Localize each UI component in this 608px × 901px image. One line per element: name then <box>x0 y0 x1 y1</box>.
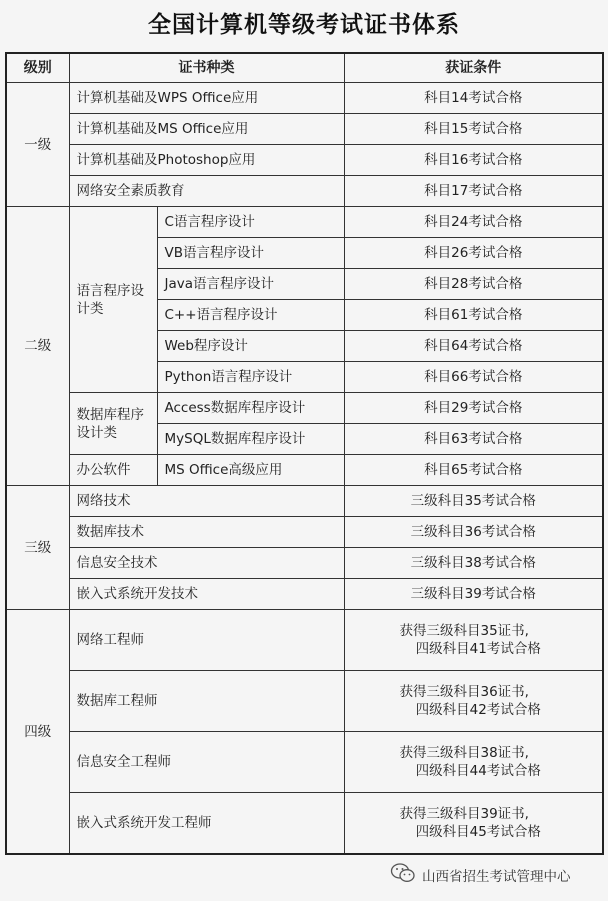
wechat-icon <box>390 862 416 888</box>
cert-name: VB语言程序设计 <box>157 238 344 269</box>
table-row <box>6 145 603 176</box>
cert-condition: 三级科目35考试合格 <box>344 486 603 517</box>
condition-line-2: 四级科目42考试合格 <box>415 702 541 718</box>
table-row <box>6 610 603 671</box>
cert-name: C++语言程序设计 <box>157 300 344 331</box>
cert-condition: 科目64考试合格 <box>344 331 603 362</box>
level-cell-1: 一级 <box>6 83 69 207</box>
cert-name: 网络技术 <box>69 486 344 517</box>
cert-name: Web程序设计 <box>157 331 344 362</box>
table-row <box>6 671 603 732</box>
header-condition: 获证条件 <box>344 53 603 83</box>
table-row <box>6 732 603 793</box>
header-level: 级别 <box>6 53 69 83</box>
cert-name: Java语言程序设计 <box>157 269 344 300</box>
cert-name: MySQL数据库程序设计 <box>157 424 344 455</box>
condition-line-2: 四级科目44考试合格 <box>415 763 541 779</box>
table-row <box>6 207 603 238</box>
cert-name: 网络安全素质教育 <box>69 176 344 207</box>
footer-watermark <box>390 862 571 888</box>
cert-condition: 科目28考试合格 <box>344 269 603 300</box>
cert-condition: 科目14考试合格 <box>344 83 603 114</box>
cert-condition: 科目16考试合格 <box>344 145 603 176</box>
table-row <box>6 393 603 424</box>
condition-line-2: 四级科目41考试合格 <box>415 641 541 657</box>
level-cell-2: 二级 <box>6 207 69 486</box>
table-row <box>6 579 603 610</box>
condition-line-1: 获得三级科目38证书, <box>399 745 529 761</box>
page-title: 全国计算机等级考试证书体系 <box>148 12 460 38</box>
category-cell: 数据库程序设计类 <box>69 393 157 455</box>
table-header-row <box>6 53 603 83</box>
cert-name: Python语言程序设计 <box>157 362 344 393</box>
cert-name: 数据库工程师 <box>69 671 344 732</box>
table-row <box>6 176 603 207</box>
condition-line-1: 获得三级科目35证书, <box>399 623 529 639</box>
cert-name: 嵌入式系统开发技术 <box>69 579 344 610</box>
table-row <box>6 486 603 517</box>
cert-condition: 科目61考试合格 <box>344 300 603 331</box>
cert-name: 信息安全技术 <box>69 548 344 579</box>
cert-name: 计算机基础及Photoshop应用 <box>69 145 344 176</box>
level-cell-4: 四级 <box>6 610 69 855</box>
cert-condition: 科目15考试合格 <box>344 114 603 145</box>
cert-name: Access数据库程序设计 <box>157 393 344 424</box>
cert-condition: 科目65考试合格 <box>344 455 603 486</box>
certificate-table <box>5 52 604 855</box>
cert-condition: 科目17考试合格 <box>344 176 603 207</box>
condition-line-2: 四级科目45考试合格 <box>415 824 541 840</box>
category-cell: 语言程序设计类 <box>69 207 157 393</box>
table-row <box>6 114 603 145</box>
table-row <box>6 517 603 548</box>
cert-condition <box>344 671 603 732</box>
footer-text: 山西省招生考试管理中心 <box>422 869 571 885</box>
level-cell-3: 三级 <box>6 486 69 610</box>
cert-name: 计算机基础及WPS Office应用 <box>69 83 344 114</box>
header-type: 证书种类 <box>69 53 344 83</box>
cert-name: 数据库技术 <box>69 517 344 548</box>
cert-condition: 科目24考试合格 <box>344 207 603 238</box>
cert-condition: 三级科目38考试合格 <box>344 548 603 579</box>
cert-name: 信息安全工程师 <box>69 732 344 793</box>
cert-condition: 科目29考试合格 <box>344 393 603 424</box>
cert-name: C语言程序设计 <box>157 207 344 238</box>
cert-condition: 科目26考试合格 <box>344 238 603 269</box>
cert-condition: 科目66考试合格 <box>344 362 603 393</box>
cert-condition <box>344 793 603 855</box>
table-row <box>6 455 603 486</box>
cert-condition <box>344 610 603 671</box>
table-row <box>6 83 603 114</box>
cert-condition <box>344 732 603 793</box>
cert-name: 嵌入式系统开发工程师 <box>69 793 344 855</box>
cert-name: 网络工程师 <box>69 610 344 671</box>
condition-line-1: 获得三级科目39证书, <box>399 806 529 822</box>
condition-line-1: 获得三级科目36证书, <box>399 684 529 700</box>
cert-name: 计算机基础及MS Office应用 <box>69 114 344 145</box>
table-row <box>6 548 603 579</box>
cert-condition: 三级科目39考试合格 <box>344 579 603 610</box>
cert-condition: 科目63考试合格 <box>344 424 603 455</box>
cert-name: MS Office高级应用 <box>157 455 344 486</box>
cert-condition: 三级科目36考试合格 <box>344 517 603 548</box>
table-row <box>6 793 603 855</box>
category-cell: 办公软件 <box>69 455 157 486</box>
